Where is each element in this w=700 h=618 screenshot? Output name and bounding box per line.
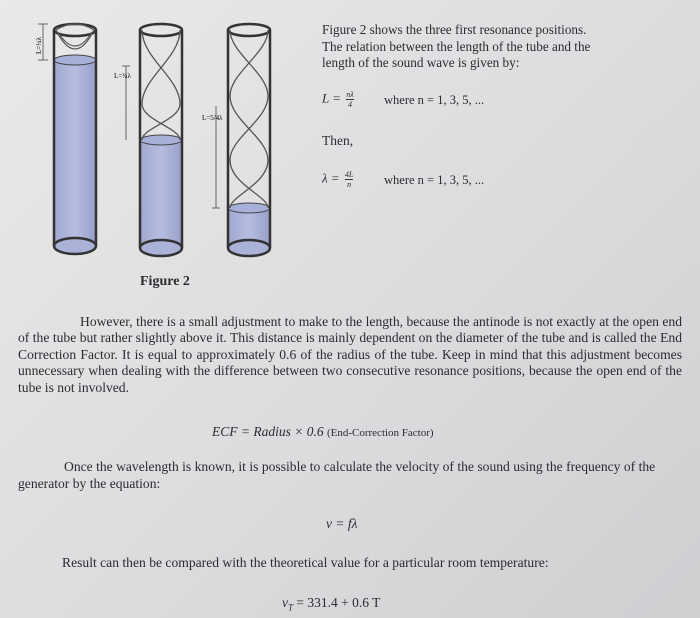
vt-subscript: T [288,602,294,613]
eq2-denominator: n [347,180,352,189]
paragraph-1-text: However, there is a small adjustment to make to the length, because the antinode is not exactly at the open end of the tube but rather slightly above it. This distance is mainly dependent on the diameter of the tube and is called the End Correction Factor. It is equal to approximately 0.6 of the radius of the tube. Keep in mind that this adjustment becomes unnecessary when dealing with the difference between two consecutive resonance positions, because the open end of the tube is not involved. [18,314,682,395]
paragraph-velocity [18,459,682,492]
result-text: Result can then be compared with the theoretical value for a particular room temperature: [62,555,549,570]
eq1-denominator: 4 [348,100,353,109]
ecf-equation [212,424,434,440]
paragraph-2-text: Once the wavelength is known, it is possible to calculate the velocity of the sound using the frequency of the generator by the equation: [18,459,656,491]
eq2-lhs: λ = [322,170,340,186]
velocity-equation [326,516,357,532]
eq1-where: where n = 1, 3, 5, ... [384,93,485,107]
tube-1-label: L=¼λ [35,37,43,54]
ecf-note: (End-Correction Factor) [326,427,434,439]
velocity-formula: v = fλ [326,516,358,531]
figure-caption: Figure 2 [140,274,190,289]
eq1-numerator: nλ [346,90,354,99]
intro-line-1: Figure 2 shows the three first resonance positions. [322,22,587,37]
paragraph-end-correction [18,314,682,396]
equation-length [322,90,354,109]
eq2-where: where n = 1, 3, 5, ... [384,173,485,187]
tube-3 [202,24,270,256]
equation-wavelength [322,170,353,189]
vt-rhs: = 331.4 + 0.6 T [293,595,381,610]
ecf-formula: ECF = Radius × 0.6 [212,424,324,439]
tube-2-label: L=¾λ [114,72,131,80]
tube-2 [114,24,182,256]
theoretical-velocity-equation [282,595,380,613]
eq1-lhs: L = [322,90,342,106]
intro-text [322,22,682,72]
intro-line-3: length of the sound wave is given by: [322,55,520,70]
then-text: Then, [322,133,354,148]
vt-lhs: v [282,595,288,610]
resonance-tubes-figure [30,8,290,270]
tube-1 [35,24,96,254]
tube-3-label: L=5/4λ [202,114,223,122]
intro-line-2: The relation between the length of the tube and the [322,38,591,54]
eq2-numerator: 4L [344,170,354,179]
